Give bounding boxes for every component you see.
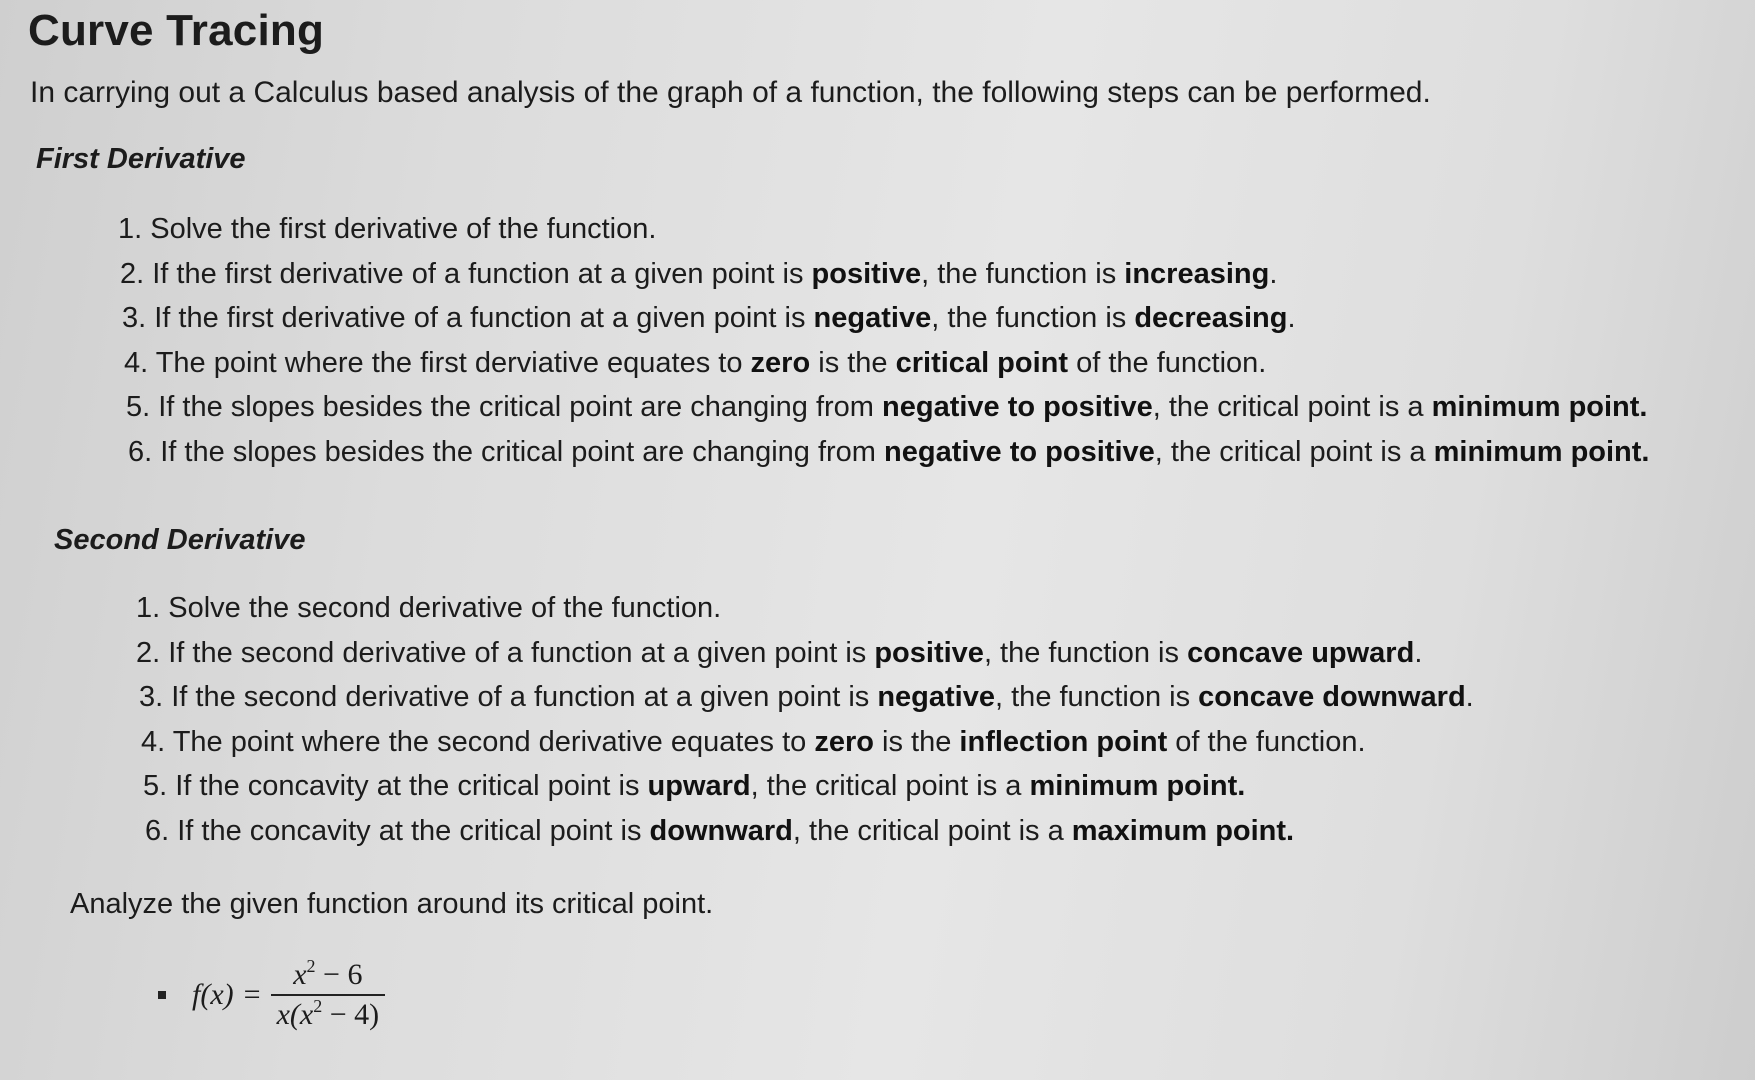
analysis-prompt: Analyze the given function around its critical point. [70,888,714,920]
second-derivative-heading: Second Derivative [54,524,306,556]
emphasis-text: negative to positive [884,435,1155,468]
step-text: 3. If the second derivative of a function at a given point is [139,681,878,713]
formula-numerator: $x^2 - 6$ [293,956,363,991]
first-derivative-step-3 [118,296,1649,341]
second-derivative-step-4 [136,720,1474,765]
step-text: 4. The point where the first derviative equates to [124,346,751,379]
emphasis-text: upward [647,770,751,802]
second-derivative-step-6 [136,809,1474,854]
step-text: of the function. [1167,725,1366,758]
step-text: . [1269,257,1278,290]
step-text: , the function is [995,681,1199,713]
bullet-icon [158,991,166,999]
step-text: 6. If the concavity at the critical point is [145,814,650,847]
step-text: 2. If the first derivative of a function at a given point is [120,257,812,290]
emphasis-text: concave upward [1187,636,1415,669]
emphasis-text: positive [811,257,922,290]
emphasis-text: minimum point. [1431,391,1648,423]
first-derivative-steps [118,207,1649,474]
emphasis-text: zero [814,725,874,758]
emphasis-text: maximum point. [1071,814,1295,847]
step-text: is the [810,346,896,379]
emphasis-text: inflection point [959,725,1168,758]
step-text: of the function. [1068,346,1267,379]
step-text: . [1414,636,1423,669]
second-derivative-step-1 [136,586,1474,631]
step-text: 4. The point where the second derivative equates to [141,725,815,758]
second-derivative-step-5 [136,764,1474,809]
emphasis-text: negative to positive [882,391,1153,423]
second-derivative-steps [136,586,1474,853]
first-derivative-heading: First Derivative [36,143,246,175]
emphasis-text: zero [750,346,811,379]
emphasis-text: minimum point. [1029,770,1246,802]
formula-equals: = [243,978,261,1011]
emphasis-text: concave downward [1198,681,1466,713]
formula-fraction [271,956,386,1034]
step-text: 1. Solve the second derivative of the function. [136,592,722,624]
step-text: 5. If the concavity at the critical point is [143,770,648,802]
first-derivative-step-6 [118,430,1649,475]
emphasis-text: negative [813,302,932,334]
second-derivative-step-2 [136,631,1474,676]
page-title: Curve Tracing [28,6,325,55]
emphasis-text: minimum point. [1433,435,1650,468]
formula-lhs: f(x) [192,978,234,1011]
first-derivative-step-1 [118,207,1649,252]
emphasis-text: positive [874,636,984,669]
function-formula [158,950,385,1040]
intro-paragraph: In carrying out a Calculus based analysis of the graph of a function, the following steps can be performed. [30,76,1431,109]
emphasis-text: downward [649,814,793,847]
step-text: . [1287,302,1296,334]
first-derivative-step-5 [118,385,1649,430]
emphasis-text: decreasing [1134,302,1288,334]
emphasis-text: increasing [1124,257,1270,290]
step-text: , the function is [921,257,1125,290]
step-text: 5. If the slopes besides the critical point are changing from [126,391,883,423]
step-text: 6. If the slopes besides the critical point are changing from [128,435,885,468]
step-text: . [1465,681,1474,713]
emphasis-text: negative [877,681,996,713]
step-text: , the critical point is a [792,814,1072,847]
first-derivative-step-2 [118,252,1649,297]
step-text: 1. Solve the first derivative of the function. [118,213,657,245]
formula-denominator: $x(x^2 - 4)$ [276,996,380,1031]
step-text: 3. If the first derivative of a function at a given point is [122,302,814,334]
step-text: 2. If the second derivative of a function at a given point is [136,636,875,669]
second-derivative-step-3 [136,675,1474,720]
emphasis-text: critical point [895,346,1069,379]
first-derivative-step-4 [118,341,1649,386]
step-text: , the function is [931,302,1135,334]
step-text: , the critical point is a [1152,391,1432,423]
step-text: , the function is [983,636,1188,669]
step-text: , the critical point is a [1154,435,1434,468]
step-text: , the critical point is a [750,770,1030,802]
step-text: is the [873,725,960,758]
